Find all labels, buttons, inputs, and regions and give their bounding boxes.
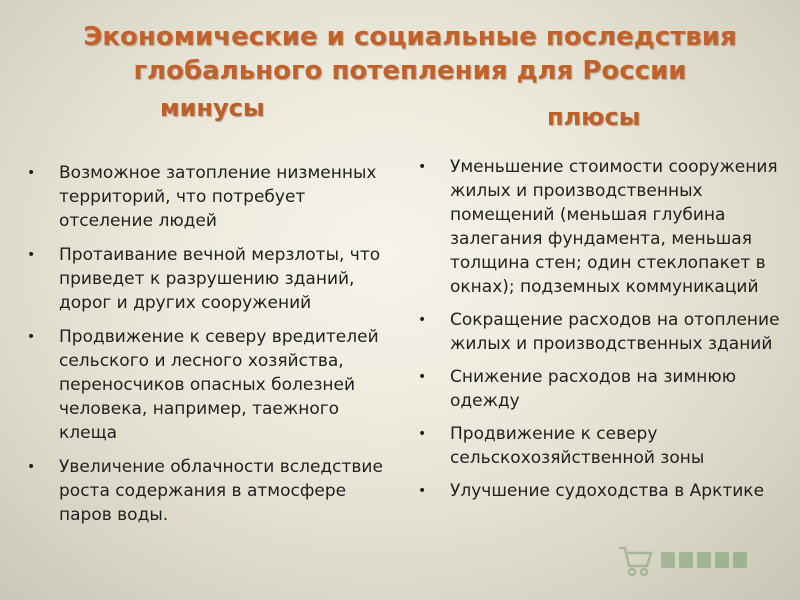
bullet-icon: • bbox=[418, 426, 427, 442]
list-item bbox=[27, 161, 399, 233]
list-item-text: Уменьшение стоимости сооружения жилых и производственных помещений (меньшая глубина залегания фундамента, меньшая толщина стен; один стеклопакет в окнах); подземных коммуникаций bbox=[450, 157, 778, 297]
bullet-icon: • bbox=[27, 459, 36, 475]
list-item-text: Продвижение к северу вредителей сельского и лесного хозяйства, переносчиков опасных болезней человека, например, таежного клеща bbox=[59, 327, 379, 443]
list-item bbox=[418, 155, 790, 299]
list-item bbox=[418, 422, 790, 470]
list-item bbox=[418, 479, 790, 503]
watermark-logo bbox=[615, 540, 765, 580]
list-item-text: Продвижение к северу сельскохозяйственной зоны bbox=[450, 424, 705, 468]
list-item-text: Улучшение судоходства в Арктике bbox=[450, 481, 765, 501]
slide-title: Экономические и социальные последствия глобального потепления для России bbox=[83, 22, 737, 86]
list-item bbox=[418, 308, 790, 356]
bullet-icon: • bbox=[27, 329, 36, 345]
list-item-text: Возможное затопление низменных территорий, что потребует отселение людей bbox=[59, 163, 377, 231]
list-item bbox=[27, 243, 399, 315]
bullet-icon: • bbox=[418, 312, 427, 328]
bullet-icon: • bbox=[418, 369, 427, 385]
shopping-cart-icon bbox=[615, 540, 765, 580]
bullet-icon: • bbox=[27, 165, 36, 181]
minus-heading: минусы bbox=[160, 94, 265, 122]
list-item bbox=[418, 365, 790, 413]
list-item bbox=[27, 325, 399, 445]
bullet-icon: • bbox=[418, 483, 427, 499]
list-item-text: Увеличение облачности вследствие роста содержания в атмосфере паров воды. bbox=[59, 457, 383, 525]
minus-list bbox=[27, 161, 399, 537]
bullet-icon: • bbox=[418, 159, 427, 175]
list-item-text: Снижение расходов на зимнюю одежду bbox=[450, 367, 737, 411]
bullet-icon: • bbox=[27, 247, 36, 263]
list-item bbox=[27, 455, 399, 527]
plus-list bbox=[418, 155, 790, 512]
plus-heading: плюсы bbox=[547, 103, 641, 131]
list-item-text: Протаивание вечной мерзлоты, что приведет к разрушению зданий, дорог и других сооружений bbox=[59, 245, 381, 313]
list-item-text: Сокращение расходов на отопление жилых и производственных зданий bbox=[450, 310, 780, 354]
